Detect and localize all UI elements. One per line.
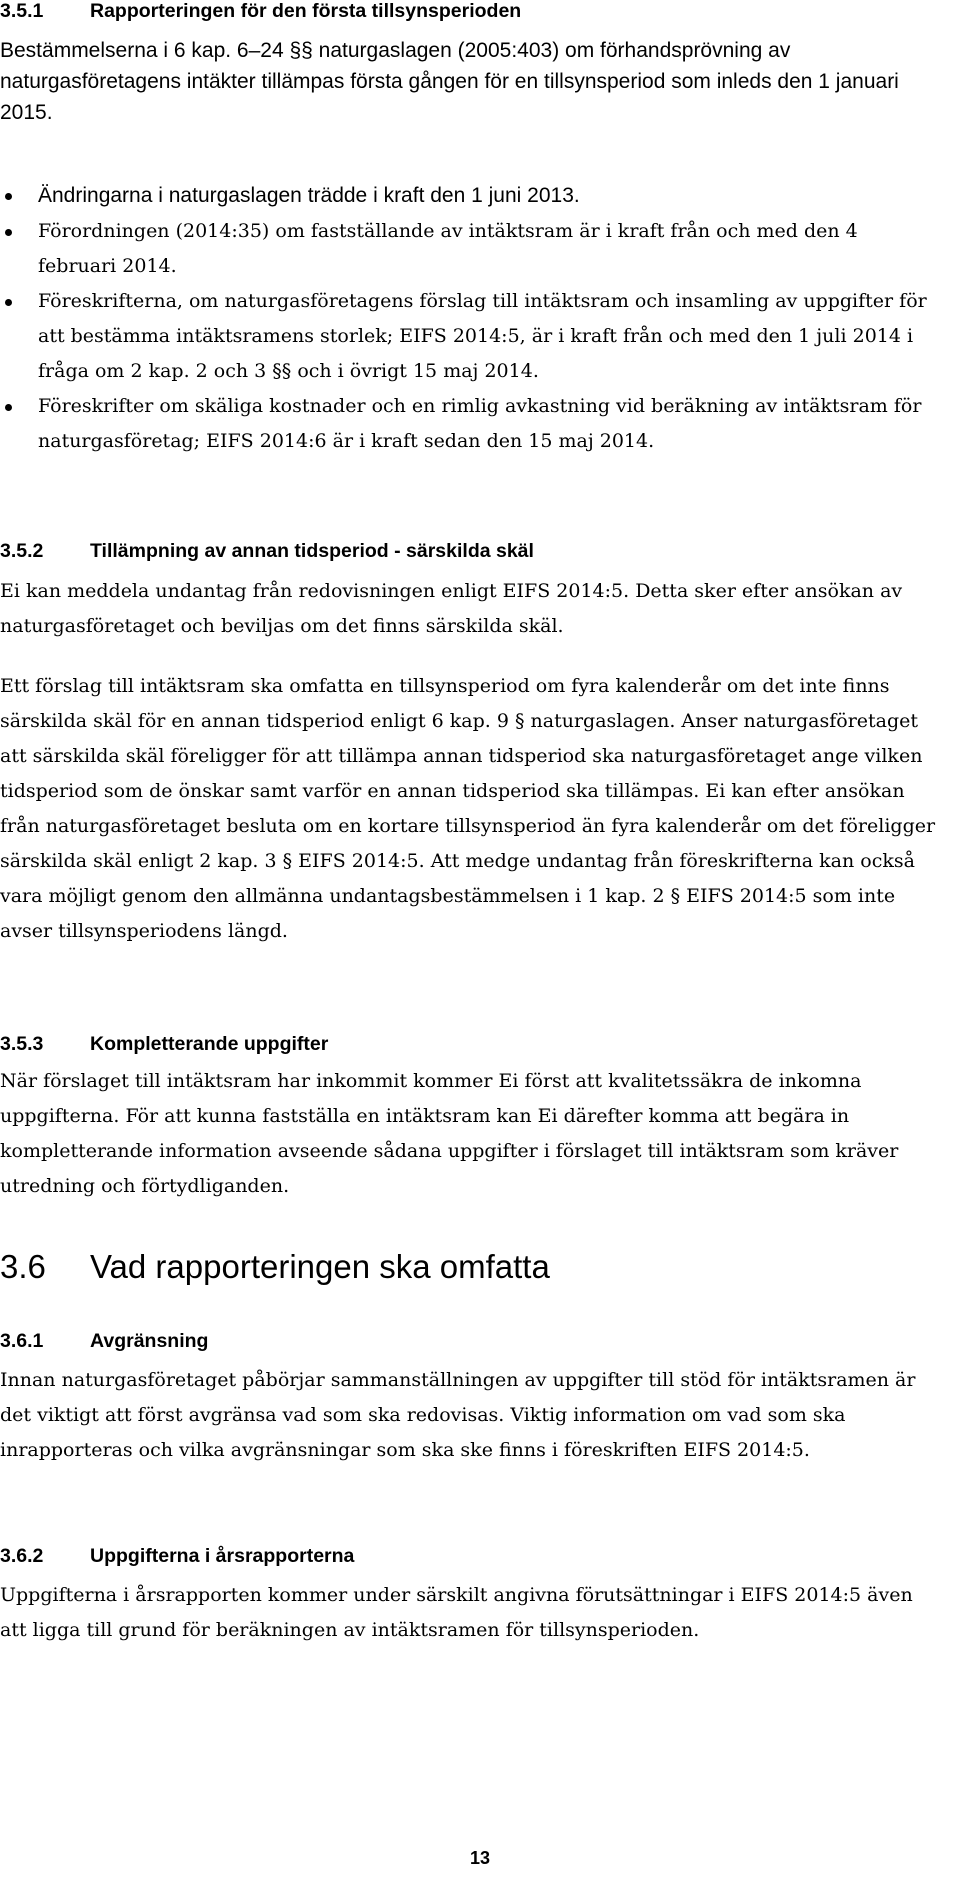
bullet-icon [5,404,12,411]
list-item [0,214,940,284]
bullet-icon [5,299,12,306]
heading-title: Rapporteringen för den första tillsynsperioden [90,0,522,22]
bullet-icon [5,229,12,236]
heading-3-5-1 [0,0,521,23]
heading-number: 3.6 [0,1248,46,1285]
heading-title: Tillämpning av annan tidsperiod - särskilda skäl [90,540,534,562]
heading-3-5-2 [0,540,534,563]
list-item-text: Föreskrifter om skäliga kostnader och en rimlig avkastning vid beräkning av intäktsram för naturgasföretag; EIFS 2014:6 är i kraft sedan den 15 maj 2014. [38,395,922,452]
heading-number: 3.5.3 [0,1033,44,1055]
heading-number: 3.5.2 [0,540,44,562]
list-item [0,178,940,214]
list-item-text: Ändringarna i naturgaslagen trädde i kraft den 1 juni 2013. [38,184,580,207]
heading-title: Avgränsning [90,1330,209,1352]
paragraph-intro: Bestämmelserna i 6 kap. 6–24 §§ naturgaslagen (2005:403) om förhandsprövning av naturgasföretagens intäkter tillämpas första gången för en tillsynsperiod som inleds den 1 januari 2015. [0,39,899,124]
heading-3-5-3 [0,1033,328,1056]
bullet-icon [5,193,12,200]
paragraph: När förslaget till intäktsram har inkommit kommer Ei först att kvalitetssäkra de inkomna uppgifterna. För att kunna fastställa en intäktsram kan Ei därefter komma att begära in kompletterande information avseende sådana uppgifter i förslaget till intäktsram som kräver utredning och förtydliganden. [0,1070,899,1197]
heading-number: 3.6.2 [0,1545,44,1567]
page-number: 13 [469,1848,491,1868]
heading-3-6 [0,1248,550,1286]
paragraph: Ei kan meddela undantag från redovisningen enligt EIFS 2014:5. Detta sker efter ansökan av naturgasföretaget och beviljas om det finns särskilda skäl. [0,580,903,637]
list-item [0,389,940,459]
heading-3-6-1 [0,1330,208,1353]
paragraph: Uppgifterna i årsrapporten kommer under särskilt angivna förutsättningar i EIFS 2014:5 även att ligga till grund för beräkningen av intäktsramen för tillsynsperioden. [0,1584,913,1641]
paragraph: Innan naturgasföretaget påbörjar sammanställningen av uppgifter till stöd för intäktsramen är det viktigt att först avgränsa vad som ska redovisas. Viktig information om vad som ska inrapporteras och vilka avgränsningar som ska ske finns i föreskriften EIFS 2014:5. [0,1369,916,1461]
list-item-text: Förordningen (2014:35) om fastställande av intäktsram är i kraft från och med den 4 februari 2014. [38,220,858,277]
paragraph: Ett förslag till intäktsram ska omfatta en tillsynsperiod om fyra kalenderår om det inte finns särskilda skäl för en annan tidsperiod enligt 6 kap. 9 § naturgaslagen. Anser naturgasföretaget att särskilda skäl föreligger för att tillämpa annan tidsperiod ska naturgasföretaget ange vilken tidsperiod som de önskar samt varför en annan tidsperiod ska tillämpas. Ei kan efter ansökan från naturgasföretaget besluta om en kortare tillsynsperiod än fyra kalenderår om det föreligger särskilda skäl enligt 2 kap. 3 § EIFS 2014:5. Att medge undantag från föreskrifterna kan också vara möjligt genom den allmänna undantagsbestämmelsen i 1 kap. 2 § EIFS 2014:5 som inte avser tillsynsperiodens längd. [0,675,936,942]
heading-title: Kompletterande uppgifter [90,1033,329,1055]
list-item-text: Föreskrifterna, om naturgasföretagens förslag till intäktsram och insamling av uppgifter för att bestämma intäktsramens storlek; EIFS 2014:5, är i kraft från och med den 1 juli 2014 i fråga om 2 kap. 2 och 3 §§ och i övrigt 15 maj 2014. [38,290,927,382]
heading-title: Uppgifterna i årsrapporterna [90,1545,355,1567]
heading-title: Vad rapporteringen ska omfatta [90,1248,550,1285]
bullet-list [0,178,940,459]
heading-3-6-2 [0,1545,354,1568]
list-item [0,284,940,389]
heading-number: 3.5.1 [0,0,44,22]
heading-number: 3.6.1 [0,1330,44,1352]
